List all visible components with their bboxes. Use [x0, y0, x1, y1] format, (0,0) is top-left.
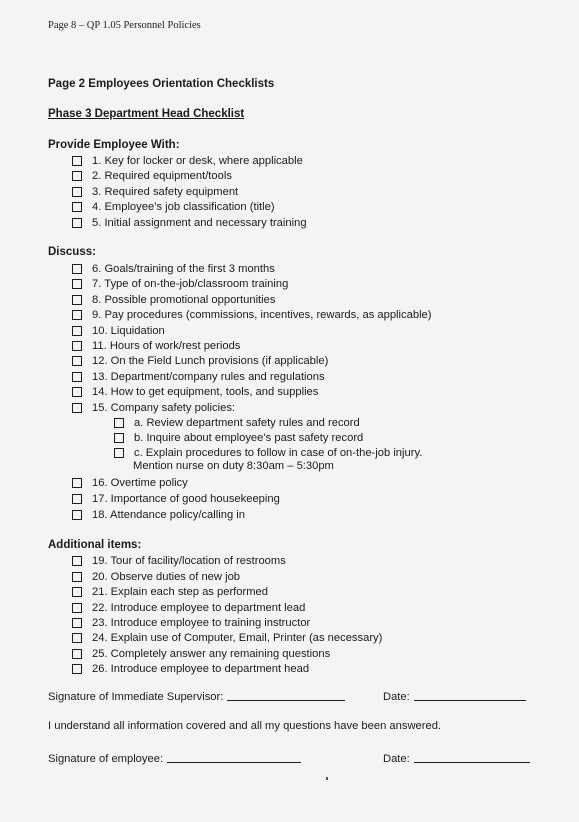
checklist-item [72, 168, 232, 183]
checklist-item [72, 184, 238, 199]
supervisor-signature-field[interactable] [227, 699, 345, 701]
checkbox[interactable] [72, 341, 82, 351]
provide-heading: Provide Employee With: [48, 139, 180, 151]
checklist-item [72, 569, 240, 584]
employee-signature-field[interactable] [167, 761, 301, 763]
item-label: 13. Department/company rules and regulations [92, 370, 325, 383]
checkbox[interactable] [72, 664, 82, 674]
checklist-subtitle: Phase 3 Department Head Checklist [48, 108, 245, 120]
item-label: 8. Possible promotional opportunities [92, 293, 276, 306]
checklist-item [72, 491, 280, 506]
checkbox[interactable] [72, 310, 82, 320]
item-label: 1. Key for locker or desk, where applicable [92, 154, 303, 167]
item-label: 18. Attendance policy/calling in [92, 508, 245, 521]
checkbox[interactable] [72, 572, 82, 582]
checklist-item [72, 630, 382, 645]
checklist-item [72, 400, 235, 415]
scan-speck [326, 777, 328, 780]
item-label: 19. Tour of facility/location of restrooms [92, 554, 286, 567]
checkbox[interactable] [72, 295, 82, 305]
checklist-subitem [114, 415, 360, 430]
item-label: 4. Employee’s job classification (title) [92, 200, 275, 213]
checklist-item [72, 584, 268, 599]
item-label: 26. Introduce employee to department head [92, 662, 310, 675]
checkbox[interactable] [72, 202, 82, 212]
item-label: 7. Type of on-the-job/classroom training [92, 277, 289, 290]
checklist-item [72, 661, 309, 676]
checklist-item [72, 646, 330, 661]
checkbox[interactable] [72, 403, 82, 413]
checkbox[interactable] [72, 510, 82, 520]
item-label: 12. On the Field Lunch provisions (if applicable) [92, 354, 329, 367]
item-label: 15. Company safety policies: [92, 401, 236, 414]
checklist-item [72, 384, 318, 399]
checklist-item [72, 353, 328, 368]
supervisor-date-line [383, 691, 526, 703]
checkbox[interactable] [72, 279, 82, 289]
checkbox[interactable] [72, 494, 82, 504]
checklist-subitem [114, 445, 422, 460]
checklist-item [72, 323, 165, 338]
supervisor-signature-label: Signature of Immediate Supervisor: [48, 691, 224, 703]
checklist-item [72, 553, 286, 568]
item-label: b. Inquire about employee’s past safety record [134, 431, 364, 444]
date-label: Date: [383, 753, 410, 765]
page-header: Page 8 – QP 1.05 Personnel Policies [48, 20, 201, 31]
checkbox[interactable] [72, 478, 82, 488]
discuss-heading: Discuss: [48, 246, 96, 258]
checkbox[interactable] [72, 587, 82, 597]
employee-signature-label: Signature of employee: [48, 753, 164, 765]
checklist-item [72, 292, 275, 307]
checkbox[interactable] [72, 649, 82, 659]
checklist-item [72, 199, 275, 214]
employee-date-line [383, 753, 530, 765]
item-label: 24. Explain use of Computer, Email, Printer (as necessary) [92, 631, 383, 644]
item-label: 9. Pay procedures (commissions, incentives, rewards, as applicable) [92, 308, 432, 321]
item-label: 20. Observe duties of new job [92, 570, 241, 583]
checkbox[interactable] [114, 418, 124, 428]
date-label: Date: [383, 691, 410, 703]
supervisor-date-field[interactable] [414, 699, 526, 701]
checkbox[interactable] [72, 264, 82, 274]
checklist-item [72, 261, 275, 276]
employee-signature-line [48, 753, 301, 765]
checklist-item [72, 276, 288, 291]
checkbox[interactable] [72, 326, 82, 336]
checkbox[interactable] [72, 156, 82, 166]
item-label: 21. Explain each step as performed [92, 585, 268, 598]
checklist-item [72, 215, 307, 230]
item-label: c. Explain procedures to follow in case of on-the-job injury. [134, 446, 423, 459]
checkbox[interactable] [72, 356, 82, 366]
supervisor-signature-line [48, 691, 345, 703]
item-label: 17. Importance of good housekeeping [92, 492, 280, 505]
checkbox[interactable] [114, 448, 124, 458]
checkbox[interactable] [72, 387, 82, 397]
employee-date-field[interactable] [414, 761, 530, 763]
item-label: 25. Completely answer any remaining questions [92, 647, 331, 660]
checkbox[interactable] [72, 171, 82, 181]
page-title: Page 2 Employees Orientation Checklists [48, 78, 275, 90]
item-label: 16. Overtime policy [92, 476, 188, 489]
acknowledgement-statement: I understand all information covered and all my questions have been answered. [48, 720, 442, 732]
checklist-item [72, 153, 303, 168]
checkbox[interactable] [72, 633, 82, 643]
checkbox[interactable] [72, 603, 82, 613]
nurse-note: Mention nurse on duty 8:30am – 5:30pm [133, 460, 334, 472]
item-label: 23. Introduce employee to training instructor [92, 616, 311, 629]
checkbox[interactable] [72, 187, 82, 197]
checklist-item [72, 369, 325, 384]
item-label: 11. Hours of work/rest periods [92, 339, 241, 352]
checklist-item [72, 507, 245, 522]
checklist-item [72, 600, 305, 615]
checklist-item [72, 615, 310, 630]
item-label: 14. How to get equipment, tools, and supplies [92, 385, 319, 398]
item-label: 3. Required safety equipment [92, 185, 239, 198]
item-label: 22. Introduce employee to department lead [92, 601, 306, 614]
item-label: 10. Liquidation [92, 324, 165, 337]
checklist-item [72, 338, 240, 353]
item-label: 2. Required equipment/tools [92, 169, 232, 182]
item-label: 6. Goals/training of the first 3 months [92, 262, 275, 275]
additional-heading: Additional items: [48, 539, 142, 551]
checkbox[interactable] [72, 556, 82, 566]
checkbox[interactable] [72, 372, 82, 382]
checklist-item [72, 307, 432, 322]
checkbox[interactable] [114, 433, 124, 443]
item-label: 5. Initial assignment and necessary training [92, 216, 307, 229]
checklist-item [72, 475, 188, 490]
item-label: a. Review department safety rules and record [134, 416, 360, 429]
checklist-subitem [114, 430, 363, 445]
checkbox[interactable] [72, 618, 82, 628]
checkbox[interactable] [72, 218, 82, 228]
